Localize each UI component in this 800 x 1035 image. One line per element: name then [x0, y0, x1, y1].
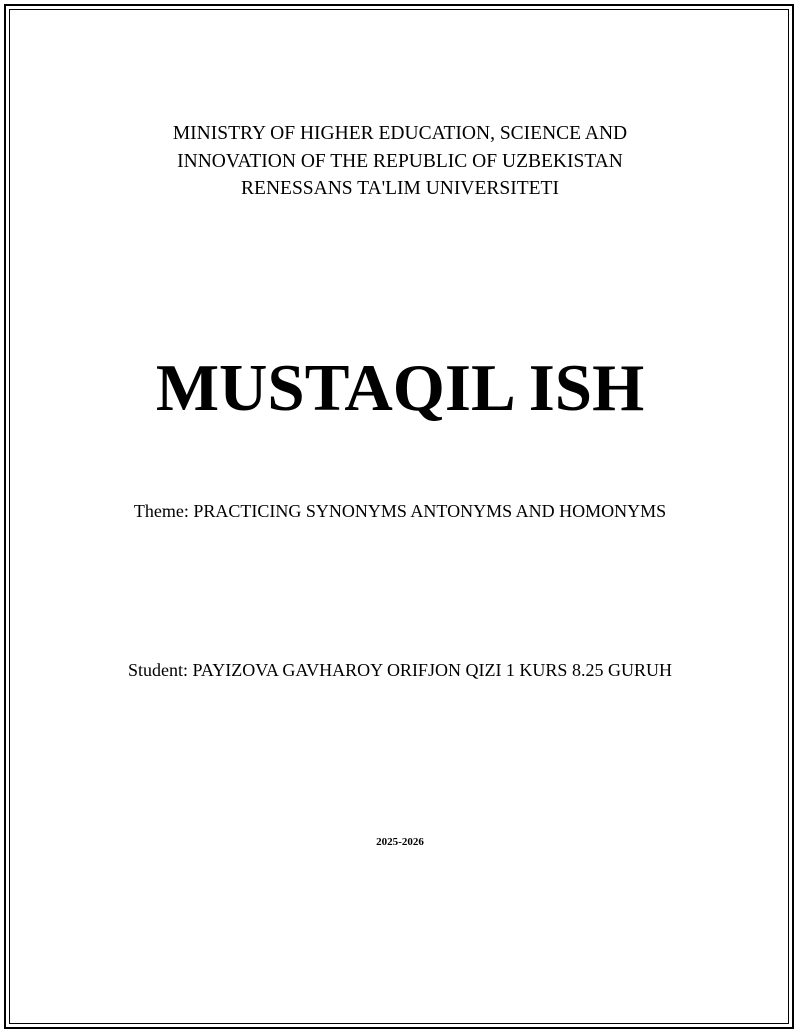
ministry-line-2: INNOVATION OF THE REPUBLIC OF UZBEKISTAN: [177, 150, 623, 172]
student-line: Student: PAYIZOVA GAVHAROY ORIFJON QIZI 1 KURS 8.25 GURUH: [128, 660, 672, 680]
institution-header: [0, 120, 800, 203]
theme-line: Theme: PRACTICING SYNONYMS ANTONYMS AND HOMONYMS: [133, 501, 667, 521]
document-title: MUSTAQIL ISH: [155, 351, 645, 425]
ministry-line-1: MINISTRY OF HIGHER EDUCATION, SCIENCE AND: [172, 123, 628, 144]
academic-year: 2025-2026: [376, 836, 424, 848]
university-name: RENESSANS TA'LIM UNIVERSITETI: [241, 178, 559, 199]
